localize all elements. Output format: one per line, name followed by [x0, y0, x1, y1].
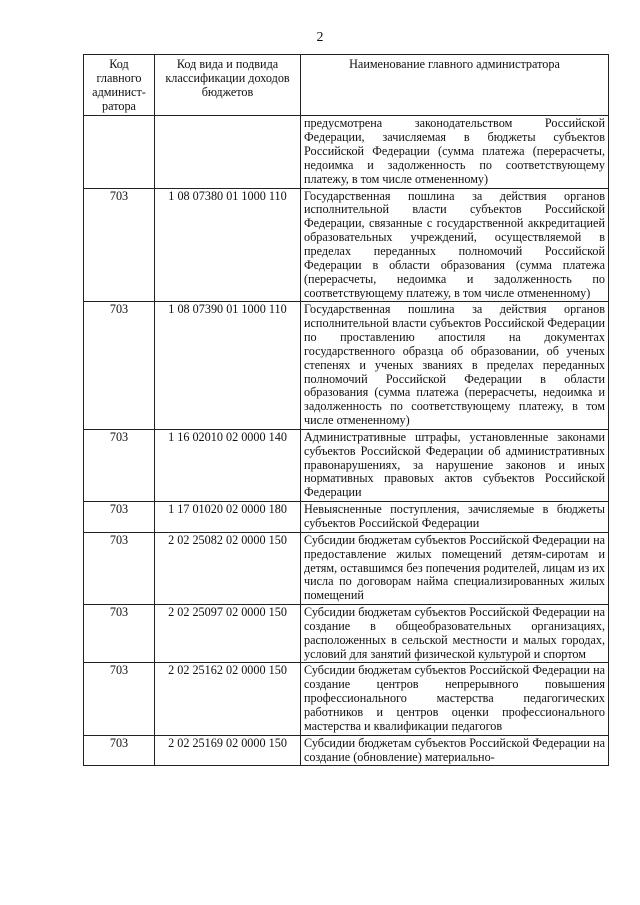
cell-admin-code: [84, 116, 155, 188]
page-number: 2: [316, 30, 324, 45]
cell-admin-name: предусмотрена законодательством Российской Федерации, зачисляемая в бюджеты субъектов Российской Федерации (сумма платежа (перерасчеты, недоимка и задолженность по соответствующему платежу, в том числе отмененному): [301, 116, 609, 188]
cell-income-code: 2 02 25097 02 0000 150: [155, 605, 301, 663]
cell-income-code: 1 16 02010 02 0000 140: [155, 429, 301, 501]
cell-admin-name: Субсидии бюджетам субъектов Российской Федерации на создание (обновление) материально-: [301, 735, 609, 766]
table-body: [84, 116, 609, 766]
table-row: [84, 532, 609, 604]
cell-admin-name: Государственная пошлина за действия органов исполнительной власти субъектов Российской Федерации по проставлению апостиля на документах государственного образца об образовании, об ученых степенях и ученых званиях в пределах переданных полномочий Российской Федерации в области образования (сумма платежа (перерасчеты, недоимка и задолженность по соответствующему платежу, в том числе отмененному): [301, 302, 609, 430]
table-header: [84, 55, 609, 116]
header-income-code: Код вида и подвида классификации доходов бюджетов: [155, 55, 301, 116]
cell-admin-code: 703: [84, 605, 155, 663]
cell-admin-code: 703: [84, 663, 155, 735]
cell-admin-name: Субсидии бюджетам субъектов Российской Федерации на предоставление жилых помещений детям-сиротам и детям, оставшимся без попечения родителей, лицам из их числа по договорам найма специализированных жилых помещений: [301, 532, 609, 604]
table-row: [84, 605, 609, 663]
income-administrators-table: [83, 54, 609, 766]
cell-admin-code: 703: [84, 188, 155, 302]
table-row: [84, 502, 609, 533]
cell-admin-name: Субсидии бюджетам субъектов Российской Федерации на создание центров непрерывного повышения профессионального мастерства педагогических работников и центров оценки профессионального мастерства и квалификации педагогов: [301, 663, 609, 735]
cell-income-code: [155, 116, 301, 188]
table-row: [84, 663, 609, 735]
cell-income-code: 2 02 25082 02 0000 150: [155, 532, 301, 604]
table-row: [84, 735, 609, 766]
cell-income-code: 2 02 25169 02 0000 150: [155, 735, 301, 766]
cell-income-code: 1 08 07380 01 1000 110: [155, 188, 301, 302]
cell-admin-name: Невыясненные поступления, зачисляемые в бюджеты субъектов Российской Федерации: [301, 502, 609, 533]
cell-admin-name: Субсидии бюджетам субъектов Российской Федерации на создание в общеобразовательных организациях, расположенных в сельской местности и малых городах, условий для занятий физической культурой и спортом: [301, 605, 609, 663]
table-row: [84, 429, 609, 501]
table-row: [84, 188, 609, 302]
cell-admin-code: 703: [84, 302, 155, 430]
cell-admin-code: 703: [84, 735, 155, 766]
header-admin-code: Код главного админист-ратора: [84, 55, 155, 116]
cell-admin-code: 703: [84, 532, 155, 604]
cell-income-code: 1 08 07390 01 1000 110: [155, 302, 301, 430]
table-row: [84, 302, 609, 430]
table-header-row: [84, 55, 609, 116]
cell-admin-name: Административные штрафы, установленные законами субъектов Российской Федерации об административных правонарушениях, за нарушение законов и иных нормативных правовых актов субъектов Российской Федерации: [301, 429, 609, 501]
cell-admin-code: 703: [84, 429, 155, 501]
cell-income-code: 1 17 01020 02 0000 180: [155, 502, 301, 533]
cell-admin-name: Государственная пошлина за действия органов исполнительной власти субъектов Российской Федерации, связанные с государственной аккредитацией образовательных учреждений, осуществляемой в пределах переданных полномочий Российской Федерации в области образования (сумма платежа (перерасчеты, недоимка и задолженность по соответствующему платежу, в том числе отмененному): [301, 188, 609, 302]
cell-income-code: 2 02 25162 02 0000 150: [155, 663, 301, 735]
cell-admin-code: 703: [84, 502, 155, 533]
table-row: [84, 116, 609, 188]
header-admin-name: Наименование главного администратора: [301, 55, 609, 116]
